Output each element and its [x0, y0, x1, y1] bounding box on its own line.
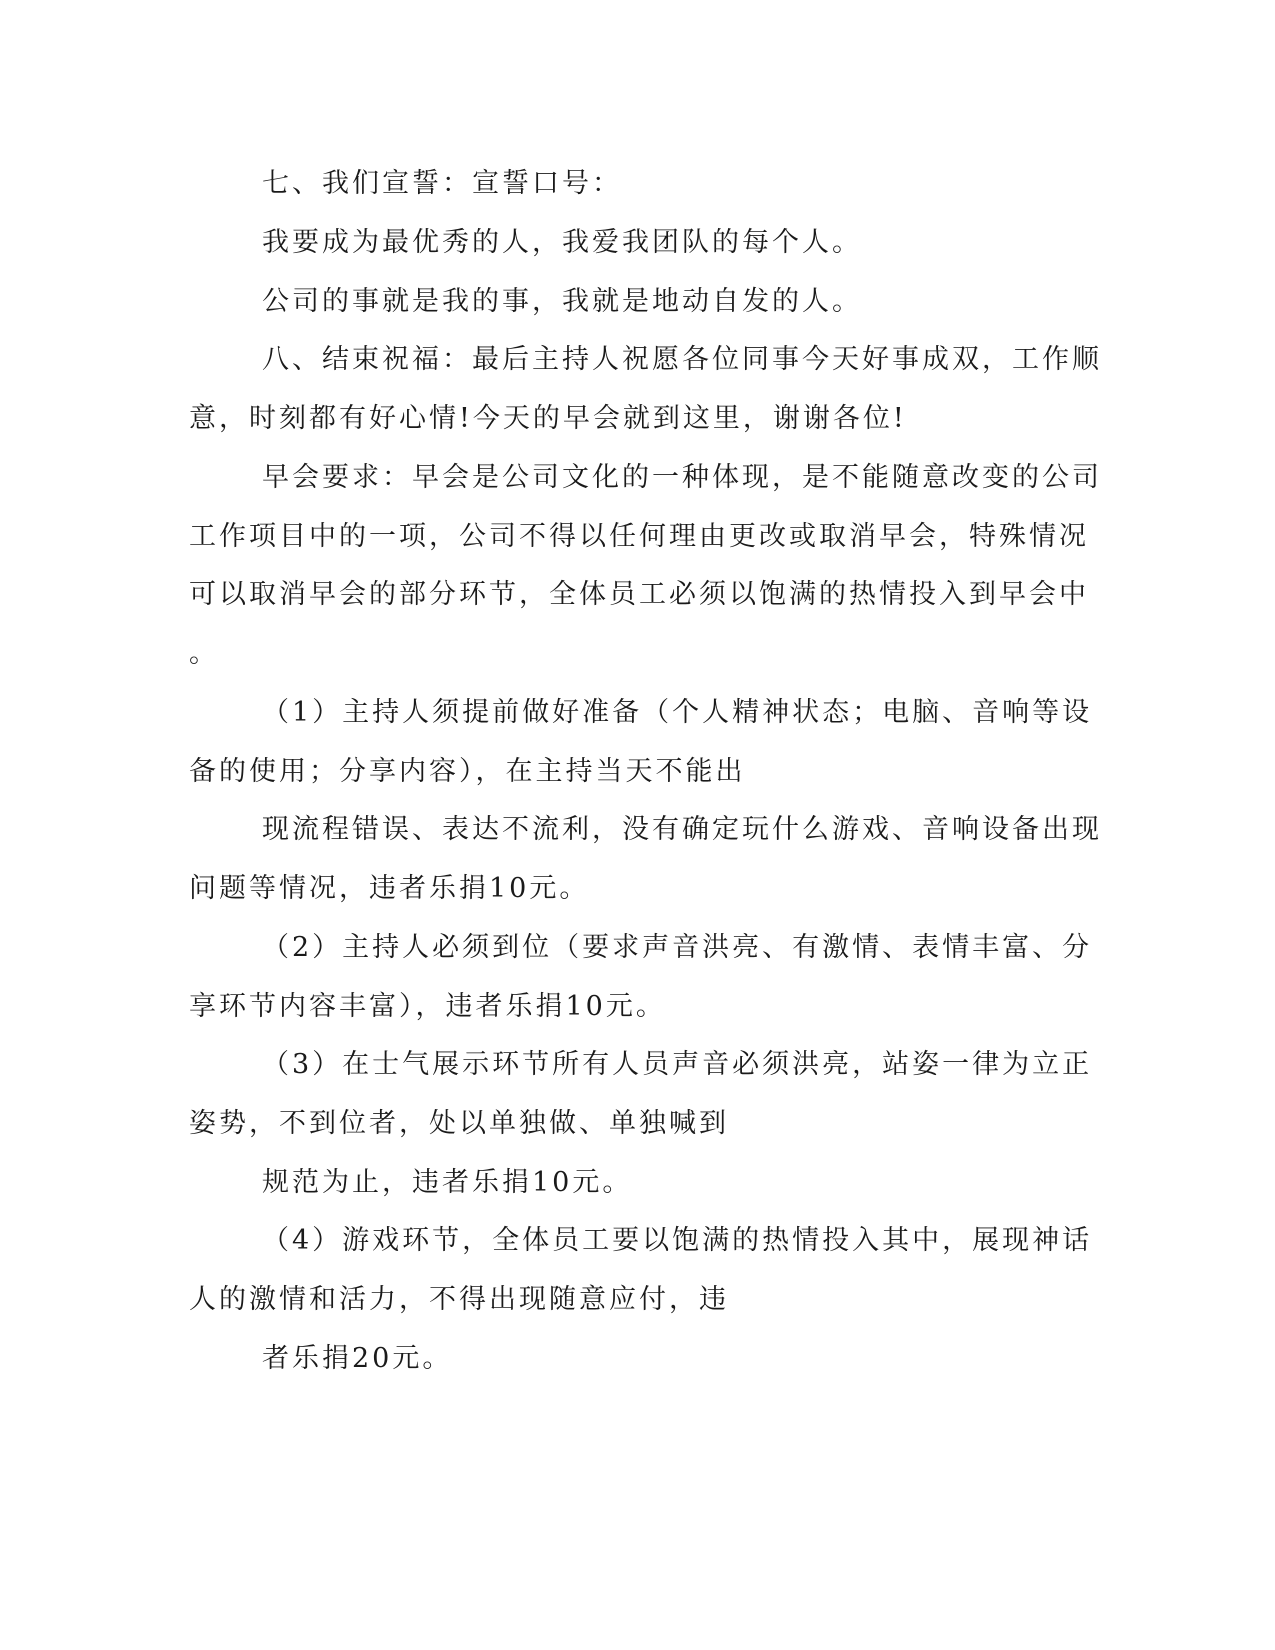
text-line-item1-1: （1）主持人须提前做好准备（个人精神状态；电脑、音响等设	[262, 697, 1093, 728]
text-line-oath-heading: 七、我们宣誓：宣誓口号：	[262, 168, 622, 199]
text-line-item1-3: 现流程错误、表达不流利，没有确定玩什么游戏、音响设备出现	[262, 814, 1102, 845]
text-line-requirements-2: 工作项目中的一项，公司不得以任何理由更改或取消早会，特殊情况	[189, 521, 1089, 552]
text-line-item1-2: 备的使用；分享内容），在主持当天不能出	[189, 756, 746, 787]
text-line-item2-1: （2）主持人必须到位（要求声音洪亮、有激情、表情丰富、分	[262, 932, 1093, 963]
text-line-oath-2: 公司的事就是我的事，我就是地动自发的人。	[262, 286, 862, 317]
text-line-item4-1: （4）游戏环节，全体员工要以饱满的热情投入其中，展现神话	[262, 1225, 1093, 1256]
text-line-requirements-3: 可以取消早会的部分环节，全体员工必须以饱满的热情投入到早会中	[189, 579, 1089, 610]
text-line-item4-3: 者乐捐20元。	[262, 1343, 453, 1374]
text-line-oath-1: 我要成为最优秀的人，我爱我团队的每个人。	[262, 227, 862, 258]
text-line-requirements-1: 早会要求：早会是公司文化的一种体现，是不能随意改变的公司	[262, 462, 1102, 493]
text-line-item3-3: 规范为止，违者乐捐10元。	[262, 1167, 633, 1198]
text-line-item3-2: 姿势，不到位者，处以单独做、单独喊到	[189, 1108, 729, 1139]
text-line-item3-1: （3）在士气展示环节所有人员声音必须洪亮，站姿一律为立正	[262, 1049, 1093, 1080]
text-line-item4-2: 人的激情和活力，不得出现随意应付，违	[189, 1284, 729, 1315]
text-line-closing-2: 意，时刻都有好心情!今天的早会就到这里，谢谢各位!	[189, 403, 907, 434]
text-line-item1-4: 问题等情况，违者乐捐10元。	[189, 873, 590, 904]
text-line-item2-2: 享环节内容丰富），违者乐捐10元。	[189, 991, 666, 1022]
text-line-closing-1: 八、结束祝福：最后主持人祝愿各位同事今天好事成双，工作顺	[262, 344, 1102, 375]
text-line-requirements-4: 。	[189, 638, 219, 669]
